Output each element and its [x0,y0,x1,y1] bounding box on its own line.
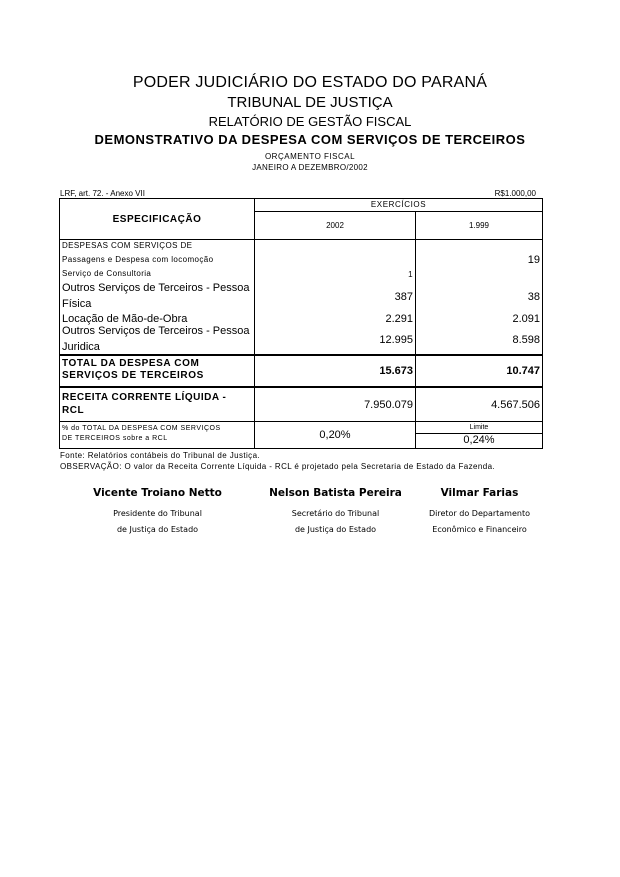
pct-value: 0,20% [255,422,416,449]
signature-role-line2: Econômico e Financeiro [432,525,527,534]
detail-values-2002 [255,240,416,356]
signature-role-line1: Presidente do Tribunal [113,509,202,518]
year-1999-header: 1.999 [416,212,543,240]
value-locacao-1999: 2.091 [512,313,540,325]
signature-name: Vicente Troiano Netto [93,487,222,499]
value-pj-1999: 8.598 [512,334,540,346]
pct-label [60,422,255,449]
subtitle-period: JANEIRO A DEZEMBRO/2002 [252,163,368,172]
detail-values-1999 [416,240,543,356]
header-court: PODER JUDICIÁRIO DO ESTADO DO PARANÁ [132,74,488,91]
signature-role-line1: Secretário do Tribunal [291,509,380,518]
expense-table [59,198,543,449]
exercicios-header: EXERCÍCIOS [255,199,543,212]
signature-director [407,487,552,538]
row-label-locacao: Locação de Mão-de-Obra [62,313,188,325]
signature-role-line2: de Justiça do Estado [116,525,199,534]
value-pf-1999: 38 [527,291,540,303]
spec-header: ESPECIFICAÇÃO [60,199,255,240]
total-label-line1: TOTAL DA DESPESA COM [62,358,200,369]
total-1999: 10.747 [416,355,543,387]
signature-secretary [258,487,413,538]
pct-label-line2: DE TERCEIROS sobre a RCL [62,435,168,442]
value-passagens-1999: 19 [527,254,540,266]
rcl-label [60,387,255,422]
year-2002-header: 2002 [255,212,416,240]
rcl-label-line1: RECEITA CORRENTE LÍQUIDA - [62,392,227,403]
value-pf-2002: 387 [394,291,413,303]
source-note: Fonte: Relatórios contábeis do Tribunal de Justiça. [60,451,261,460]
rcl-2002: 7.950.079 [255,387,416,422]
value-locacao-2002: 2.291 [385,313,413,325]
limit-label: Limite [416,422,543,434]
row-label-pf-a: Outros Serviços de Terceiros - Pessoa [62,282,250,294]
signature-role-line1: Diretor do Departamento [428,509,530,518]
signature-president [80,487,235,538]
value-pj-2002: 12.995 [379,334,413,346]
row-label-pf-b: Física [62,298,92,310]
section-title: DESPESAS COM SERVIÇOS DE [62,241,193,250]
row-label-consultoria: Serviço de Consultoria [62,269,152,278]
currency-unit: R$1.000,00 [494,189,536,198]
rcl-label-line2: RCL [62,405,85,416]
document-title: DEMONSTRATIVO DA DESPESA COM SERVIÇOS DE TERCEIROS [94,132,526,147]
row-label-passagens: Passagens e Despesa com locomoção [62,255,214,264]
signature-name: Nelson Batista Pereira [269,487,402,499]
signature-name: Vilmar Farias [440,487,519,499]
total-label-line2: SERVIÇOS DE TERCEIROS [62,370,204,381]
law-reference: LRF, art. 72. - Anexo VII [60,189,145,198]
rcl-1999: 4.567.506 [416,387,543,422]
observation-note: OBSERVAÇÃO: O valor da Receita Corrente Líquida - RCL é projetado pela Secretaria de Estado da Fazenda. [60,462,496,471]
value-consultoria-2002: 1 [408,270,413,279]
total-label [60,355,255,387]
subtitle-budget: ORÇAMENTO FISCAL [264,152,356,161]
detail-labels [60,240,255,356]
pct-label-line1: % do TOTAL DA DESPESA COM SERVIÇOS [62,425,221,432]
header-report: RELATÓRIO DE GESTÃO FISCAL [208,114,412,129]
limit-value: 0,24% [416,434,543,449]
total-2002: 15.673 [255,355,416,387]
signature-role-line2: de Justiça do Estado [294,525,377,534]
header-tribunal: TRIBUNAL DE JUSTIÇA [227,94,393,111]
row-label-pj-b: Juridica [62,341,100,353]
row-label-pj-a: Outros Serviços de Terceiros - Pessoa [62,325,250,337]
